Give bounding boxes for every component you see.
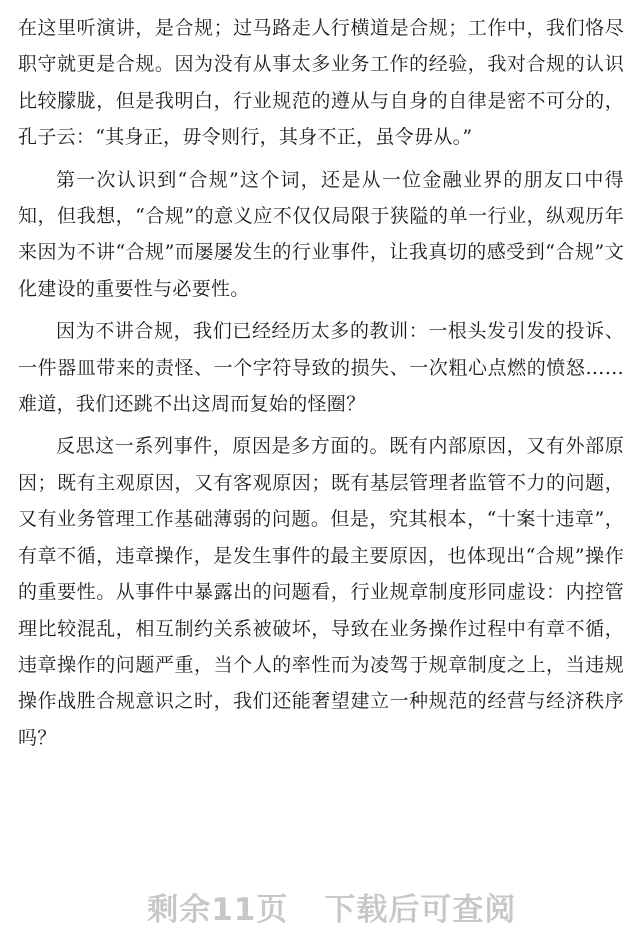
paragraph-4: 反思这一系列事件，原因是多方面的。既有内部原因，又有外部原因；既有主观原因，又有客观原因；既有基层管理者监管不力的问题，又有业务管理工作基础薄弱的问题。但是，究其根本，“十案十违章”，有章不循，违章操作，是发生事件的最主要原因，也体现出“合规”操作的重要性。从事件中暴露出的问题看，行业规章制度形同虚设：内控管理比较混乱，相互制约关系被破坏，导致在业务操作过程中有章不循，违章操作的问题严重，当个人的率性而为凌驾于规章制度之上，当违规操作战胜合规意识之时，我们还能奢望建立一种规范的经营与经济秩序吗？ xyxy=(18,435,624,749)
paragraph-1: 在这里听演讲，是合规；过马路走人行横道是合规；工作中，我们恪尽职守就更是合规。因为没有从事太多业务工作的经验，我对合规的认识比较朦胧，但是我明白，行业规范的遵从与自身的自律是密不可分的，孔子云：“其身正，毋令则行，其身不正，虽令毋从。” xyxy=(18,17,624,149)
paragraph-3: 因为不讲合规，我们已经经历太多的教训：一根头发引发的投诉、一件器皿带来的责怪、一个字符导致的损失、一次粗心点燃的愤怒……难道，我们还跳不出这周而复始的怪圈？ xyxy=(18,320,624,416)
download-banner[interactable] xyxy=(0,848,640,929)
remaining-pages-label: 剩余11页 xyxy=(147,892,289,928)
document-body xyxy=(18,0,624,756)
download-prompt-label[interactable]: 下载后可查阅 xyxy=(324,892,517,928)
paragraph-2: 第一次认识到“合规”这个词，还是从一位金融业界的朋友口中得知，但我想，“合规”的意义应不仅仅局限于狭隘的单一行业，纵观历年来因为不讲“合规”而屡屡发生的行业事件，让我真切的感受到“合规”文化建设的重要性与必要性。 xyxy=(18,168,624,300)
